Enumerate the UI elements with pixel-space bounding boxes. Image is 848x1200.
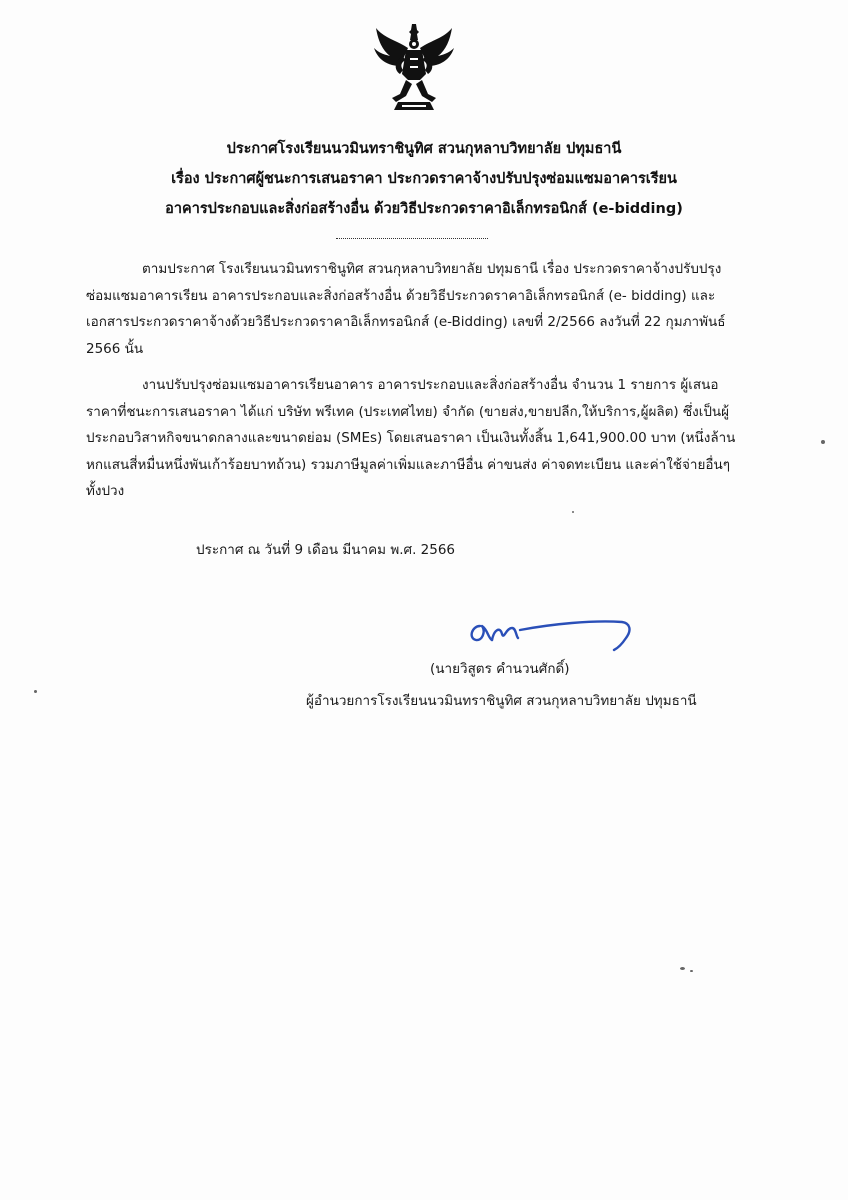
paragraph-2-line: ประกอบวิสาหกิจขนาดกลางและขนาดย่อม (SMEs) โดยเสนอราคา เป็นเงินทั้งสิ้น 1,641,900.00 บาท (หนึ่งล้าน xyxy=(86,430,736,446)
body-paragraph-2 xyxy=(86,372,776,505)
paragraph-2-line: งานปรับปรุงซ่อมแซมอาคารเรียนอาคาร อาคารประกอบและสิ่งก่อสร้างอื่น จำนวน 1 รายการ ผู้เสนอ xyxy=(142,377,719,393)
signer-name: (นายวิสูตร คำนวนศักดิ์) xyxy=(430,661,570,677)
scan-speck xyxy=(34,690,37,693)
paragraph-1-line: 2566 นั้น xyxy=(86,340,144,357)
paragraph-1-line: ตามประกาศ โรงเรียนนวมินทราชินูทิศ สวนกุหลาบวิทยาลัย ปทุมธานี เรื่อง ประกวดราคาจ้างปรับปรุง xyxy=(142,261,722,277)
heading-line-2: เรื่อง ประกาศผู้ชนะการเสนอราคา ประกวดราคาจ้างปรับปรุงซ่อมแซมอาคารเรียน xyxy=(171,171,677,187)
paragraph-2-line: ทั้งปวง xyxy=(86,483,125,499)
handwritten-signature xyxy=(462,604,642,654)
paragraph-1-line: เอกสารประกวดราคาจ้างด้วยวิธีประกวดราคาอิเล็กทรอนิกส์ (e-Bidding) เลขที่ 2/2566 ลงวันที่ 22 กุมภาพันธ์ xyxy=(86,314,726,330)
dotted-divider xyxy=(336,238,488,239)
body-paragraph-1 xyxy=(86,256,776,362)
signer-title: ผู้อำนวยการโรงเรียนนวมินทราชินูทิศ สวนกุหลาบวิทยาลัย ปทุมธานี xyxy=(306,693,697,709)
paragraph-1-line: ซ่อมแซมอาคารเรียน อาคารประกอบและสิ่งก่อสร้างอื่น ด้วยวิธีประกวดราคาอิเล็กทรอนิกส์ (e- bidding) และ xyxy=(86,287,716,304)
scan-speck xyxy=(690,970,693,972)
announcement-date: ประกาศ ณ วันที่ 9 เดือน มีนาคม พ.ศ. 2566 xyxy=(196,542,456,558)
paragraph-2-line: ราคาที่ชนะการเสนอราคา ได้แก่ บริษัท พรีเทค (ประเทศไทย) จำกัด (ขายส่ง,ขายปลีก,ให้บริการ,ผู้ผลิต) ซึ่งเป็นผู้ xyxy=(86,403,730,420)
paragraph-2-line: หกแสนสี่หมื่นหนึ่งพันเก้าร้อยบาทถ้วน) รวมภาษีมูลค่าเพิ่มและภาษีอื่น ค่าขนส่ง ค่าจดทะเบียน และค่าใช้จ่ายอื่นๆ xyxy=(86,456,730,473)
scan-speck xyxy=(680,967,685,970)
heading-line-3: อาคารประกอบและสิ่งก่อสร้างอื่น ด้วยวิธีประกวดราคาอิเล็กทรอนิกส์ (e-bidding) xyxy=(165,201,683,217)
heading-line-1: ประกาศโรงเรียนนวมินทราชินูทิศ สวนกุหลาบวิทยาลัย ปทุมธานี xyxy=(226,141,622,157)
scan-speck xyxy=(572,511,574,513)
document-heading xyxy=(60,134,788,224)
garuda-emblem-icon xyxy=(372,22,456,112)
scan-speck xyxy=(821,440,825,444)
